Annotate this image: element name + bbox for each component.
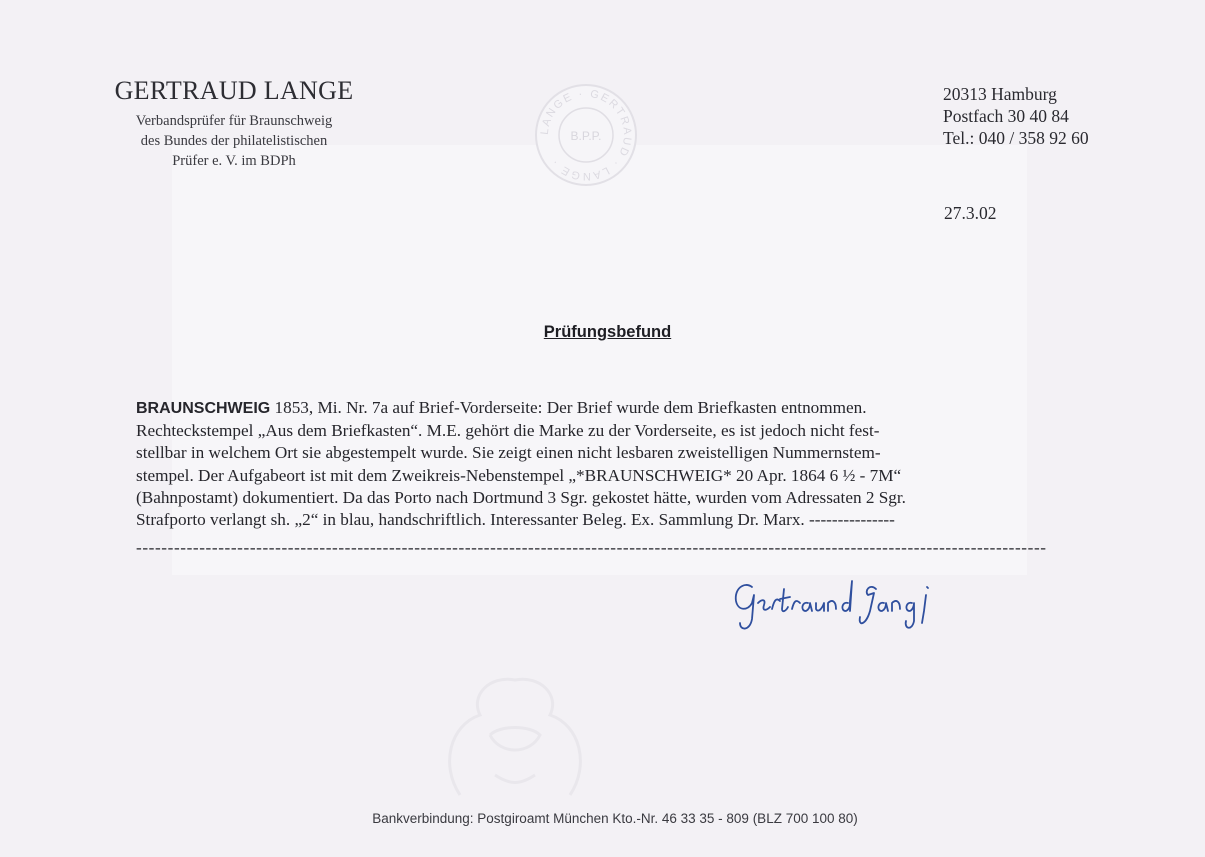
body-line-6: Strafporto verlangt sh. „2“ in blau, handschriftlich. Interessanter Beleg. Ex. Sammlung Dr. Marx. --------------- bbox=[136, 510, 895, 530]
body-line-2: Rechteckstempel „Aus dem Briefkasten“. M.E. gehört die Marke zu der Vorderseite, es ist jedoch nicht fest- bbox=[136, 421, 880, 441]
closing-dashes: ------------------------------------------------------------------------------------------------------------------------------------------------ bbox=[136, 538, 1047, 557]
subject-label: BRAUNSCHWEIG bbox=[136, 400, 271, 417]
signature-icon bbox=[730, 565, 960, 645]
letterhead-line-2: des Bundes der philatelistischen bbox=[140, 133, 328, 149]
letterhead-name: GERTRAUD LANGE bbox=[114, 76, 354, 105]
contact-city: 20313 Hamburg bbox=[943, 84, 1057, 104]
bank-details: Bankverbindung: Postgiroamt München Kto.-Nr. 46 33 35 - 809 (BLZ 700 100 80) bbox=[372, 811, 858, 826]
body-line-3: stellbar in welchem Ort sie abgestempelt wurde. Sie zeigt einen nicht lesbaren zweistelligen Nummernstem- bbox=[136, 443, 881, 463]
letterhead-line-1: Verbandsprüfer für Braunschweig bbox=[135, 113, 333, 129]
svg-text:LANGE · GERTRAUD · LANGE ·: LANGE · GERTRAUD · LANGE · bbox=[538, 87, 634, 183]
letterhead-line-3: Prüfer e. V. im BDPh bbox=[172, 153, 296, 169]
contact-postbox: Postfach 30 40 84 bbox=[943, 106, 1069, 126]
handwritten-signature bbox=[730, 565, 960, 645]
body-line-4: stempel. Der Aufgabeort ist mit dem Zweikreis-Nebenstempel „*BRAUNSCHWEIG* 20 Apr. 1864 6 ½ - 7M“ bbox=[136, 465, 902, 485]
body-line-5: (Bahnpostamt) dokumentiert. Da das Porto nach Dortmund 3 Sgr. gekostet hätte, wurden vom Adressaten 2 Sgr. bbox=[136, 487, 906, 507]
contact-phone: Tel.: 040 / 358 92 60 bbox=[943, 128, 1089, 148]
document-date: 27.3.02 bbox=[944, 203, 997, 223]
document-heading: Prüfungsbefund bbox=[543, 323, 672, 341]
svg-text:B.P.P.: B.P.P. bbox=[570, 129, 602, 143]
embossed-crest-icon bbox=[400, 655, 630, 815]
body-line-1 bbox=[136, 397, 1096, 420]
body-line-1-text: 1853, Mi. Nr. 7a auf Brief-Vorderseite: Der Brief wurde dem Briefkasten entnommen. bbox=[270, 398, 867, 417]
certificate-body bbox=[136, 397, 1096, 531]
embossed-seal-icon bbox=[531, 80, 641, 190]
